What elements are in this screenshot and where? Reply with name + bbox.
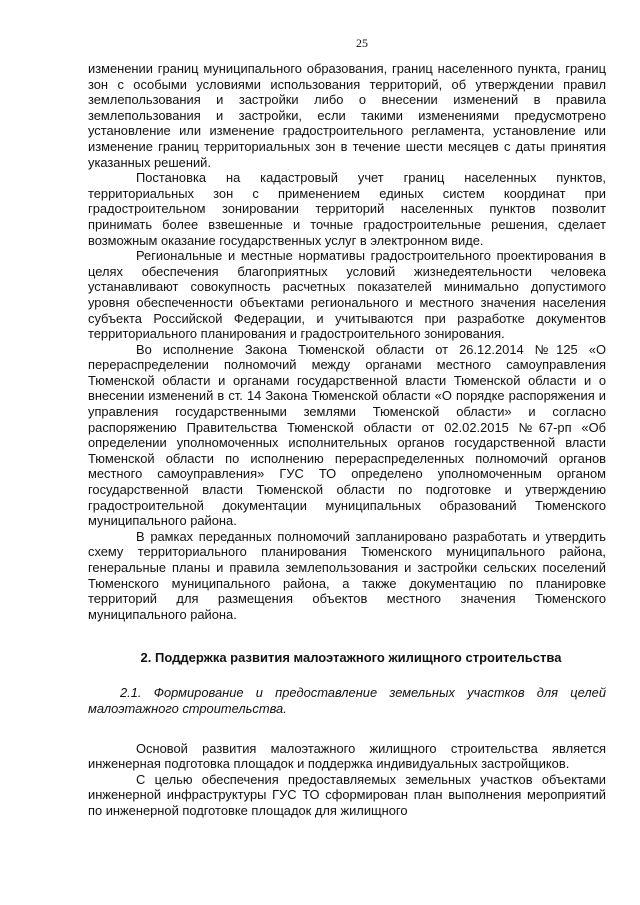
section-heading: 2. Поддержка развития малоэтажного жилищного строительства xyxy=(140,650,562,666)
subsection-heading: 2.1. Формирование и предоставление земельных участков для целей малоэтажного строительства. xyxy=(88,685,606,716)
paragraph: Региональные и местные нормативы градостроительного проектирования в целях обеспечения благоприятных условий жизнедеятельности человека устанавливают совокупность расчетных показателей минимально допустимого уровня обеспеченности объектами регионального и местного значения населения субъекта Российской Федерации, и учитываются при разработке документов территориального планирования и градостроительного зонирования. xyxy=(88,248,606,342)
paragraph: Во исполнение Закона Тюменской области от 26.12.2014 №125 «О перераспределении полномочий между органами местного самоуправления Тюменской области и органами государственной власти Тюменской области и о внесении изменений в ст. 14 Закона Тюменской области «О порядке распоряжения и управления государственными землями Тюменской области» и согласно распоряжению Правительства Тюменской области от 02.02.2015 №67-рп «Об определении уполномоченных исполнительных органов государственной власти Тюменской области по исполнению перераспределенных полномочий органов местного самоуправления» ГУС ТО определено уполномоченным органом государственной власти Тюменской области по подготовке и утверждению градостроительной документации муниципальных образований Тюменского муниципального района. xyxy=(88,341,606,529)
page-number: 25 xyxy=(356,36,368,50)
paragraph: Постановка на кадастровый учет границ населенных пунктов, территориальных зон с применением единых систем координат при градостроительном зонировании территорий населенных пунктов позволит принимать более взвешенные и точные градостроительные решения, сделает возможным оказание государственных услуг в электронном виде. xyxy=(88,170,606,248)
paragraph: С целью обеспечения предоставляемых земельных участков объектами инженерной инфраструктуры ГУС ТО сформирован план выполнения мероприятий по инженерной подготовке площадок для жилищного xyxy=(88,771,606,818)
paragraph: Основой развития малоэтажного жилищного строительства является инженерная подготовка площадок и поддержка индивидуальных застройщиков. xyxy=(88,740,606,772)
paragraph: изменении границ муниципального образования, границ населенного пункта, границ зон с особыми условиями использования территорий, об утверждении правил землепользования и застройки либо о внесении изменений в правила землепользования и застройки, если такими изменениями предусмотрено установление или изменение градостроительного регламента, установление или изменение границ территориальных зон в течение шести месяцев с даты принятия указанных решений. xyxy=(88,61,606,170)
paragraph: В рамках переданных полномочий запланировано разработать и утвердить схему территориального планирования Тюменского муниципального района, генеральные планы и правила землепользования и застройки сельских поселений Тюменского муниципального района, а также документацию по планировке территорий для размещения объектов местного значения Тюменского муниципального района. xyxy=(88,528,606,622)
